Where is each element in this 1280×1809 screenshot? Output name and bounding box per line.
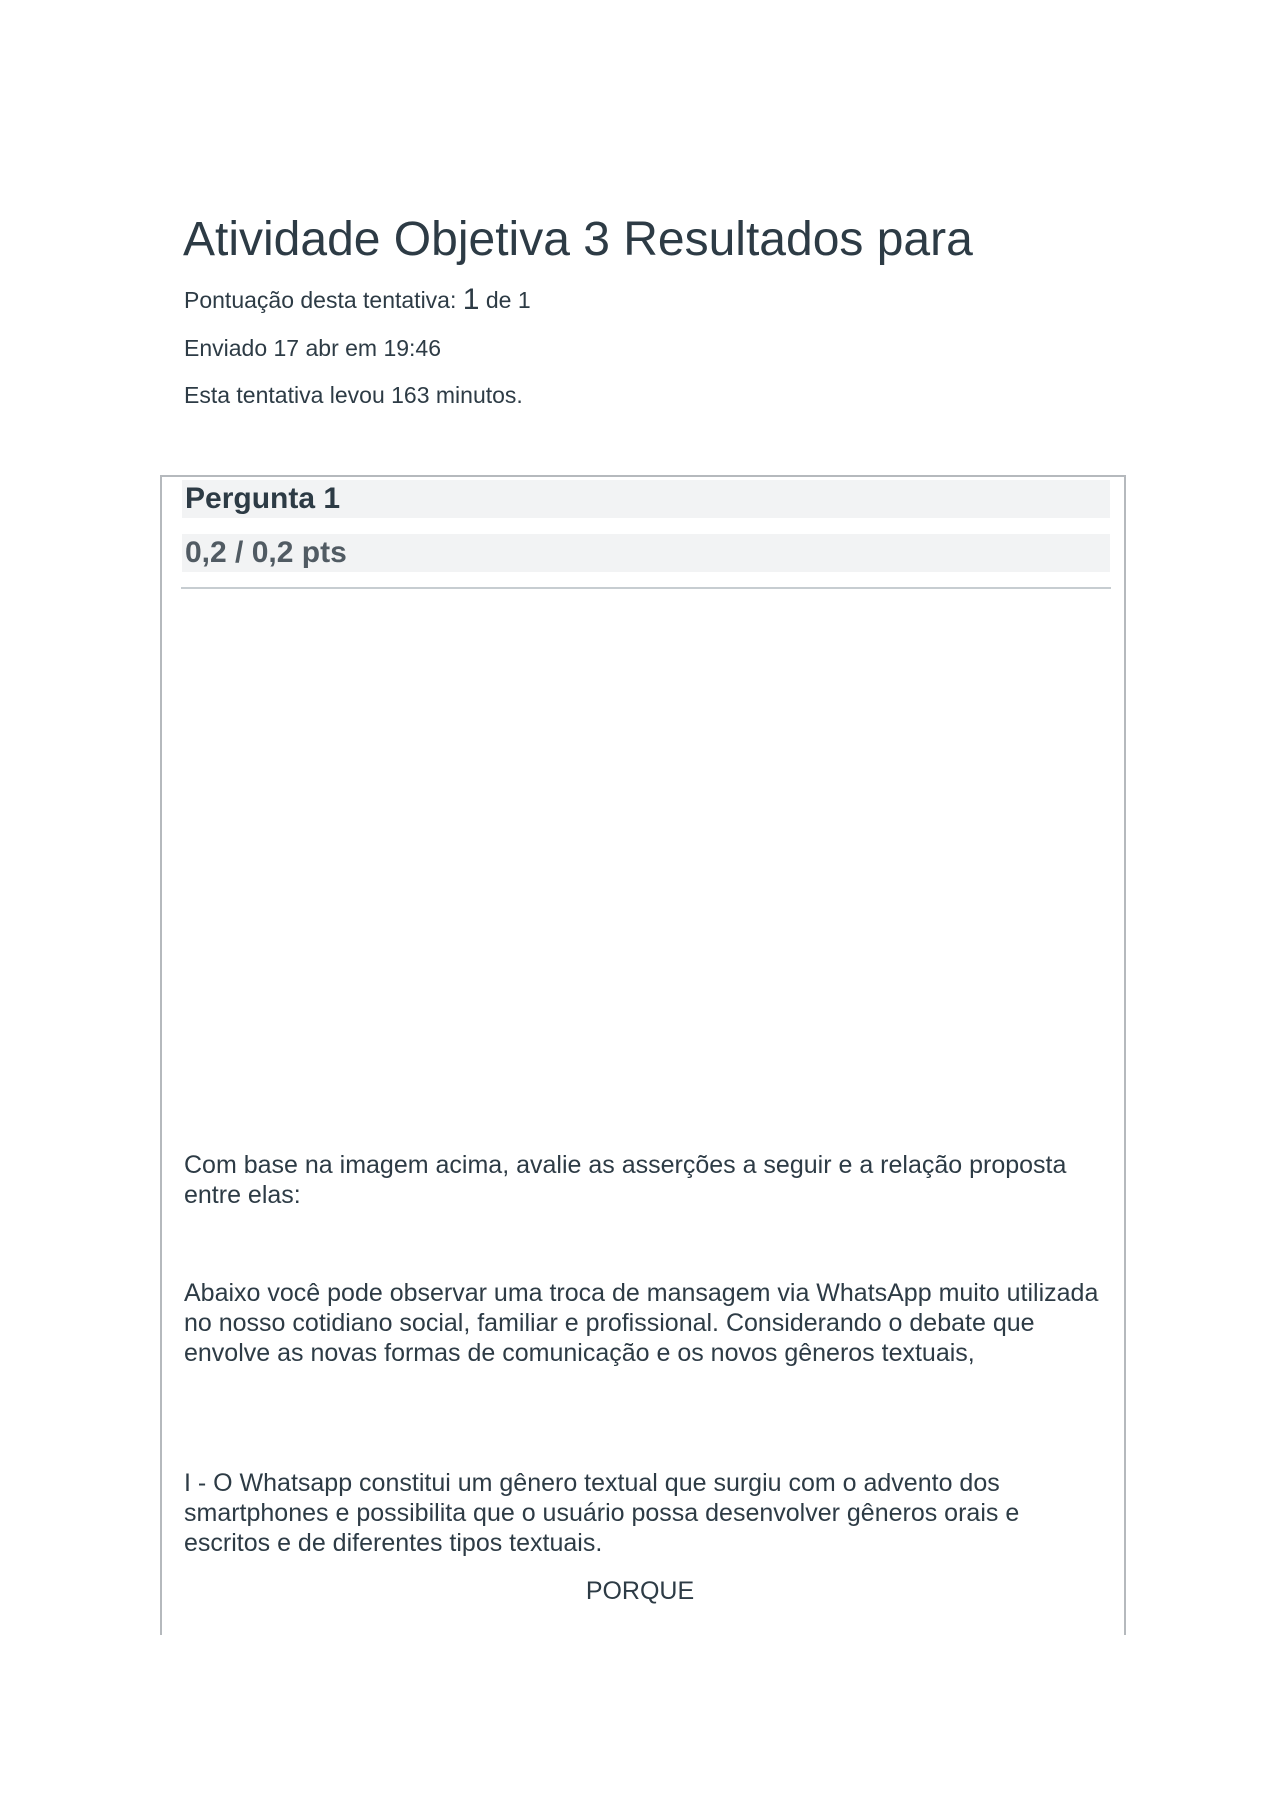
question-card: [160, 475, 1126, 1635]
question-intro: Com base na imagem acima, avalie as asserções a seguir e a relação proposta entre elas:: [184, 1151, 1067, 1209]
score-label: Pontuação desta tentativa:: [184, 287, 457, 313]
submitted-date: Enviado 17 abr em 19:46: [184, 335, 442, 361]
question-title-bar: [182, 480, 1110, 518]
attempt-duration: Esta tentativa levou 163 minutos.: [184, 382, 523, 408]
question-points-bar: [182, 534, 1110, 572]
score-value: 1: [462, 283, 480, 316]
question-header-divider: [181, 587, 1111, 589]
assertion-connector: PORQUE: [585, 1577, 695, 1605]
page-title: Atividade Objetiva 3 Resultados para: [183, 213, 973, 266]
question-title: Pergunta 1: [185, 482, 341, 515]
question-context: Abaixo você pode observar uma troca de mansagem via WhatsApp muito utilizada no nosso cotidiano social, familiar e profissional. Considerando o debate que envolve as novas formas de comunicação e os novos gêneros textuais,: [184, 1279, 1099, 1367]
question-points: 0,2 / 0,2 pts: [185, 536, 347, 569]
attempt-score: [184, 283, 531, 316]
assertion-one: I - O Whatsapp constitui um gênero textual que surgiu com o advento dos smartphones e possibilita que o usuário possa desenvolver gêneros orais e escritos e de diferentes tipos textuais.: [184, 1469, 1020, 1557]
question-image-area: [182, 607, 1110, 1587]
score-suffix: de 1: [485, 287, 531, 313]
